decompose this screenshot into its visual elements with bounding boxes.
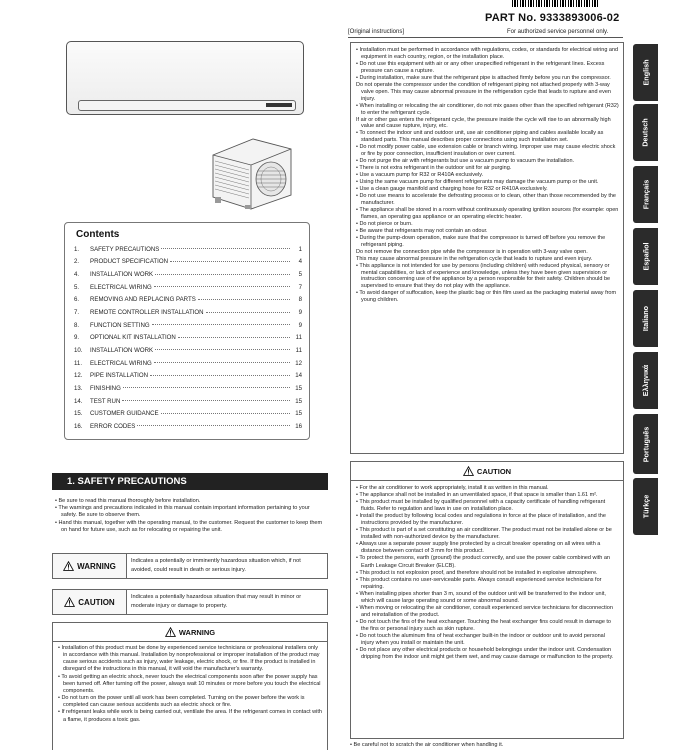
contents-row-leader <box>161 412 290 414</box>
left-warning-box <box>52 622 328 750</box>
contents-title: Contents <box>76 229 120 240</box>
contents-row <box>74 420 302 433</box>
safety-intro <box>55 498 327 534</box>
contents-row-title: CUSTOMER GUIDANCE <box>90 410 159 418</box>
language-tab-label: Español <box>641 242 650 271</box>
contents-row <box>74 395 302 408</box>
warning-item: • Do not pierce or burn. <box>356 220 413 227</box>
warning-label-cell <box>53 554 127 578</box>
caution-item: • Do not place any other electrical products or household belongings under the indoor unit. Condensation dripping from the indoor unit might get them wet, and may cause damage or malfunction to the property. <box>356 647 614 661</box>
caution-item: • For the air conditioner to work appropriately, install it as written in this manual. <box>356 485 549 491</box>
contents-row <box>74 407 302 420</box>
left-warning-list <box>53 642 327 724</box>
caution-description: Indicates a potentially hazardous situation that may result in minor or moderate injury or damage to property. <box>131 594 302 609</box>
language-tab-0[interactable] <box>633 44 658 101</box>
contents-row-leader <box>152 323 290 325</box>
contents-row-page: 1 <box>298 245 302 253</box>
caution-item: • Do not touch the fins of the heat exchanger. Touching the heat exchanger fins could result in damage to the fins or personal injury such as skin rupture. <box>356 618 611 632</box>
caution-item: • Do not touch the aluminum fins of heat exchanger built-in the indoor or outdoor unit to avoid personal injury when you install or maintain the unit. <box>356 632 605 647</box>
contents-row-leader <box>206 311 290 313</box>
language-tab-label: Türkçe <box>640 494 650 519</box>
careful-note: • Be careful not to scratch the air conditioner when handling it. <box>350 742 504 748</box>
contents-row-page: 8 <box>298 296 302 304</box>
contents-row-leader <box>123 386 290 388</box>
contents-row <box>74 268 302 281</box>
contents-row-page: 15 <box>295 397 302 405</box>
caution-item: • This product contains no user-serviceable parts. Always consult experienced service technicians for repairing. <box>356 576 602 590</box>
warning-item: • Do not purge the air with refrigerants but use a vacuum pump to vacuum the installation. <box>356 158 575 165</box>
contents-row-title: ELECTRICAL WIRING <box>90 359 152 367</box>
right-caution-list <box>351 481 623 661</box>
contents-row-title: OPTIONAL KIT INSTALLATION <box>90 334 176 342</box>
original-instructions-label: [Original instructions] <box>348 29 405 35</box>
header-rule <box>348 37 623 38</box>
right-caution-title: CAUTION <box>476 466 512 476</box>
barcode <box>512 0 598 7</box>
language-tab-7[interactable] <box>633 478 658 535</box>
caution-item: • When installing pipes shorter than 3 m, sound of the outdoor unit will be transferred to the indoor unit, which will cause large operating sound or some abnormal sound. <box>356 590 606 604</box>
right-caution-box <box>350 461 624 739</box>
caution-item: • This product is part of a set constituting an air conditioner. The product must not be installed alone or be installed with non-authorized device by the manufacturer. <box>356 527 612 541</box>
authorized-personnel-label: For authorized service personnel only. <box>507 29 609 35</box>
warning-item: • Be aware that refrigerants may not contain an odour. <box>356 227 488 234</box>
contents-row-page: 4 <box>298 258 302 266</box>
contents-row-title: REMOTE CONTROLLER INSTALLATION <box>90 309 204 317</box>
language-tab-1[interactable] <box>633 104 658 161</box>
contents-row <box>74 281 302 294</box>
contents-row-title: INSTALLATION WORK <box>90 346 154 354</box>
language-tab-label: Deutsch <box>641 118 651 147</box>
intro-item: • The warnings and precautions indicated in this manual contain important information pertaining to your safety. Be sure to observe them. <box>55 505 310 519</box>
contents-row <box>74 369 302 382</box>
caution-item: • To protect the persons, earth (ground) the product correctly, and use the power cable combined with an Earth Leakage Circuit Breaker (ELCB). <box>356 555 610 569</box>
warning-item: Do not operate the compressor under the condition of refrigerant piping not attached properly with 3-way valve open. This may cause abnormal pressure in the refrigeration cycle that leads to rupture and even injury. <box>356 81 611 102</box>
indoor-unit-louver <box>78 100 296 111</box>
language-tab-4[interactable] <box>633 290 658 347</box>
contents-row <box>74 357 302 370</box>
contents-row-number: 14. <box>74 397 83 405</box>
caution-item: • Always use a separate power supply line protected by a circuit breaker operating on all wires with a distance between contact of 3 mm for this product. <box>356 541 601 555</box>
contents-row <box>74 344 302 357</box>
caution-label: CAUTION <box>78 597 115 607</box>
part-number: PART No. 9333893006-02 <box>485 12 620 24</box>
language-tab-3[interactable] <box>633 228 658 285</box>
caution-item: • When moving or relocating the air conditioner, consult experienced service technicians for disconnection and reinstallation of the product. <box>356 604 613 618</box>
contents-row <box>74 382 302 395</box>
warning-item: • During the pump-down operation, make sure that the compressor is turned off before you remove the refrigerant piping. <box>356 234 606 248</box>
contents-row-leader <box>154 361 290 363</box>
contents-row-page: 15 <box>295 384 302 392</box>
warning-item: • There is not extra refrigerant in the outdoor unit for air purging. <box>356 165 512 172</box>
contents-row-leader <box>170 260 290 262</box>
contents-row-number: 9. <box>74 334 80 342</box>
contents-row-number: 7. <box>74 309 80 317</box>
contents-row-leader <box>137 424 290 426</box>
language-tab-6[interactable] <box>633 414 658 474</box>
contents-row-title: INSTALLATION WORK <box>90 271 154 279</box>
section-header-safety: 1. SAFETY PRECAUTIONS <box>52 473 328 490</box>
contents-row-page: 14 <box>295 372 302 380</box>
contents-row-leader <box>155 273 290 275</box>
warning-item: • Using the same vacuum pump for different refrigerants may damage the vacuum pump or the unit. <box>356 179 599 186</box>
contents-row-title: SAFETY PRECAUTIONS <box>90 245 160 253</box>
caution-item: • The appliance shall not be installed in an unventilated space, if that space is smaller than 1.61 m². <box>356 492 598 499</box>
warning-item: • If refrigerant leaks while work is being carried out, ventilate the area. If the refrigerant comes in contact with a flame, it produces a toxic gas. <box>58 709 322 723</box>
caution-label-cell <box>53 590 127 614</box>
contents-row-title: ERROR CODES <box>90 422 136 430</box>
contents-row <box>74 331 302 344</box>
contents-row <box>74 294 302 307</box>
warning-label: WARNING <box>77 561 116 571</box>
warning-item: • This appliance is not intended for use by persons (including children) with reduced physical, sensory or mental capabilities, or lack of experience and knowledge, unless they have been given supervision or instruction concerning use of the appliance by a person responsible for their safety. Children should be supervised to ensure that they do not play with the appliance. <box>356 262 611 290</box>
contents-row-number: 10. <box>74 346 83 354</box>
warning-item: • Do not modify power cable, use extension cable or branch wiring. Improper use may cause electric shock or fire by poor connection, insufficient insulation or over current. <box>356 144 616 158</box>
warning-item: • Do not turn on the power until all work has been completed. Turning on the power before the work is completed can cause serious accidents such as electric shock or fire. <box>58 695 305 709</box>
warning-item: • To connect the indoor unit and outdoor unit, use air conditioner piping and cables available locally as standard parts. This manual describes proper connections using such installation set. <box>356 130 604 144</box>
outdoor-unit-illustration <box>205 135 293 210</box>
contents-row-number: 13. <box>74 384 83 392</box>
warning-item: • The appliance shall be stored in a room without continuously operating ignition sources (for example: open flames, an operating gas appliance or an operating electric heater. <box>356 206 619 220</box>
contents-row-number: 2. <box>74 258 80 266</box>
contents-row-leader <box>178 336 290 338</box>
contents-row-leader <box>154 285 290 287</box>
language-tab-5[interactable] <box>633 352 658 409</box>
warning-item: • Installation must be performed in accordance with regulations, codes, or standards for electrical wiring and equipment in each country, region, or the installation place. <box>356 47 619 60</box>
warning-item: If air or other gas enters the refrigerant cycle, the pressure inside the cycle will rise to an abnormally high value and cause rupture, injury, etc. <box>356 116 611 130</box>
warning-description: Indicates a potentially or imminently hazardous situation which, if not avoided, could result in death or serious injury. <box>131 558 301 573</box>
contents-row-title: FINISHING <box>90 384 121 392</box>
warning-item: • Use a clean gauge manifold and charging hose for R32 or R410A exclusively. <box>356 186 548 193</box>
contents-row-page: 9 <box>298 309 302 317</box>
left-warning-header <box>53 623 327 642</box>
language-tab-2[interactable] <box>633 166 658 223</box>
contents-row-title: FUNCTION SETTING <box>90 321 150 329</box>
contents-row-page: 15 <box>295 410 302 418</box>
contents-row-number: 12. <box>74 372 83 380</box>
contents-row-number: 8. <box>74 321 80 329</box>
contents-row-leader <box>155 348 290 350</box>
right-caution-header <box>351 462 623 481</box>
caution-triangle-icon <box>463 466 474 476</box>
warning-item: • Use a vacuum pump for R32 or R410A exclusively. <box>356 172 484 179</box>
caution-item: • This product is not explosion proof, and therefore should not be installed in explosive atmosphere. <box>356 569 598 576</box>
language-tab-label: Italiano <box>641 305 651 332</box>
contents-row-leader <box>198 298 290 300</box>
contents-row-title: ELECTRICAL WIRING <box>90 283 152 291</box>
contents-row-title: PIPE INSTALLATION <box>90 372 149 380</box>
contents-row-leader <box>161 247 290 249</box>
contents-row-page: 7 <box>298 283 302 291</box>
contents-row-number: 16. <box>74 422 83 430</box>
contents-row-number: 15. <box>74 410 83 418</box>
contents-row-number: 11. <box>74 359 83 367</box>
caution-item: • Install the product by following local codes and regulations in force at the place of installation, and the instructions provided by the manufacturer. <box>356 513 606 527</box>
contents-row-page: 9 <box>298 321 302 329</box>
indoor-unit-display <box>266 103 292 107</box>
language-tab-label: English <box>641 59 650 86</box>
contents-row-number: 1. <box>74 245 80 253</box>
warning-item: • Do not use means to accelerate the defrosting process or to clean, other than those recommended by the manufacturer. <box>356 193 616 206</box>
contents-row <box>74 319 302 332</box>
contents-row-page: 16 <box>295 422 302 430</box>
warning-item: • To avoid danger of suffocation, keep the plastic bag or thin film used as the packaging material away from young children. <box>356 290 617 304</box>
warning-item: • To avoid getting an electric shock, never touch the electrical components soon after the power supply has been turned off. After turning off the power, always wait 10 minutes or more before you touch the electrical components. <box>58 673 321 694</box>
intro-item: • Hand this manual, together with the operating manual, to the customer. Request the customer to keep them on hand for future use, such as for relocating or repairing the unit. <box>55 519 323 533</box>
caution-triangle-icon <box>64 597 75 607</box>
right-warning-list <box>350 42 624 454</box>
contents-list <box>74 243 302 433</box>
contents-row-leader <box>122 399 290 401</box>
contents-row <box>74 306 302 319</box>
contents-row <box>74 256 302 269</box>
contents-row <box>74 243 302 256</box>
contents-row-page: 12 <box>295 359 302 367</box>
contents-row-leader <box>150 374 290 376</box>
contents-row-page: 5 <box>298 271 302 279</box>
left-warning-title: WARNING <box>178 627 216 637</box>
contents-row-number: 5. <box>74 283 80 291</box>
language-tab-label: Français <box>641 179 651 210</box>
contents-row-title: REMOVING AND REPLACING PARTS <box>90 296 196 304</box>
warning-item: • Do not use this equipment with air or any other unspecified refrigerant in the refrigerant lines. Excess pressure can cause a rupture. <box>356 60 605 74</box>
caution-item: • This product must be installed by qualified personnel with a capacity certificate of handling refrigerant fluids. Refer to regulation and laws in use on installation place. <box>356 499 606 513</box>
warning-item: • During installation, make sure that the refrigerant pipe is attached firmly before you run the compressor. <box>356 74 611 81</box>
contents-row-title: PRODUCT SPECIFICATION <box>90 258 168 266</box>
warning-definition <box>52 553 328 579</box>
warning-item: • When installing or relocating the air conditioner, do not mix gases other than the specified refrigerant (R32) to enter the refrigerant cycle. <box>356 102 619 116</box>
warning-triangle-icon <box>165 627 176 637</box>
contents-row-number: 6. <box>74 296 80 304</box>
warning-item: This may cause abnormal pressure in the refrigeration cycle that leads to rupture and even injury. <box>356 255 593 262</box>
caution-definition <box>52 589 328 615</box>
warning-item: • Installation of this product must be done by experienced service technicians or professional installers only in accordance with this manual. Installation by nonprofessional or improper installation of the product may cause serious accidents such as injury, water leakage, electric shock, or fire. If the product is installed in disregard of the instructions in this manual, it will void the manufacturer's warranty. <box>58 645 320 673</box>
warning-item: Do not remove the connection pipe while the compressor is in operation with 3-way valve open. <box>356 248 588 255</box>
contents-row-number: 4. <box>74 271 80 279</box>
language-tab-label: Ελληνικά <box>641 364 650 397</box>
contents-row-page: 11 <box>295 334 302 342</box>
contents-row-title: TEST RUN <box>90 397 121 405</box>
intro-item: • Be sure to read this manual thoroughly before installation. <box>55 498 201 504</box>
contents-row-page: 11 <box>295 346 302 354</box>
language-tab-label: Português <box>641 426 651 462</box>
warning-triangle-icon <box>63 561 74 571</box>
